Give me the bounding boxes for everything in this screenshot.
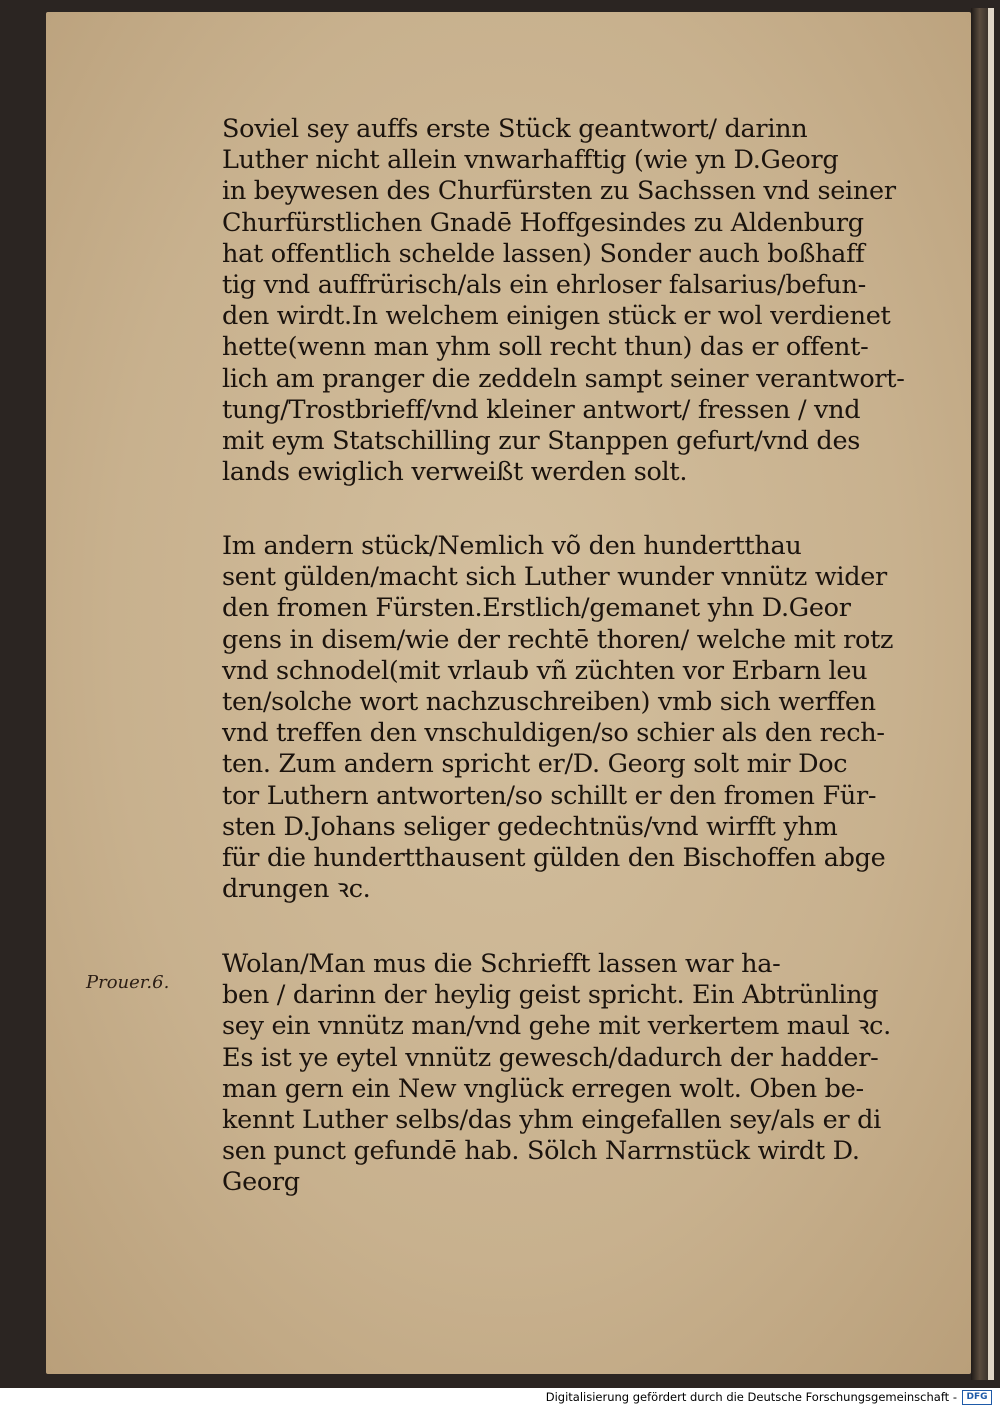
dfg-logo-icon: DFG: [962, 1390, 992, 1405]
paragraph-1: Soviel sey auffs erste Stück geantwort/ darinn Luther nicht allein vnwarhafftig (wie yn D.Georg in beywesen des Churfürsten zu Sachssen vnd seiner Churfürstlichen Gnadē Hoffgesindes zu Aldenburg hat offentlich schelde lassen) Sonder auch boßhaff tig vnd auffrürisch/als ein ehrloser falsarius/befun- den wirdt.In welchem einigen stück er wol verdienet hette(wenn man yhm soll recht thun) das er offent- lich am pranger die zeddeln sampt seiner verantwort- tung/Trostbrieff/vnd kleiner antwort/ fressen / vnd mit eym Statschilling zur Stanppen gefurt/vnd des lands ewiglich verweißt werden solt.: [222, 114, 905, 488]
footer-bar: [0, 1388, 1000, 1409]
next-page-edge: [988, 8, 994, 1380]
marginal-note: Prouer.6.: [86, 972, 170, 993]
funding-note: Digitalisierung gefördert durch die Deutsche Forschungsgemeinschaft -: [545, 1390, 957, 1404]
paragraph-3: Wolan/Man mus die Schriefft lassen war ha- ben / darinn der heylig geist spricht. Ein Abtrünling sey ein vnnütz man/vnd gehe mit verkertem maul ꝛc. Es ist ye eytel vnnütz gewesch/dadurch der hadder- man gern ein New vnglück erregen wolt. Oben be- kennt Luther selbs/das yhm eingefallen sey/als er di sen punct gefundē hab. Sölch Narrnstück wirdt D. Georg: [222, 949, 891, 1198]
paragraph-2: Im andern stück/Nemlich võ den hundertthau sent gülden/macht sich Luther wunder vnnütz wider den fromen Fürsten.Erstlich/gemanet yhn D.Geor gens in disem/wie der rechtē thoren/ welche mit rotz vnd schnodel(mit vrlaub vñ züchten vor Erbarn leu ten/solche wort nachzuschreiben) vmb sich werffen vnd treffen den vnschuldigen/so schier als den rech- ten. Zum andern spricht er/D. Georg solt mir Doc tor Luthern antworten/so schillt er den fromen Für- sten D.Johans seliger gedechtnüs/vnd wirfft yhm für die hundertthausent gülden den Bischoffen abge drungen ꝛc.: [222, 531, 894, 905]
